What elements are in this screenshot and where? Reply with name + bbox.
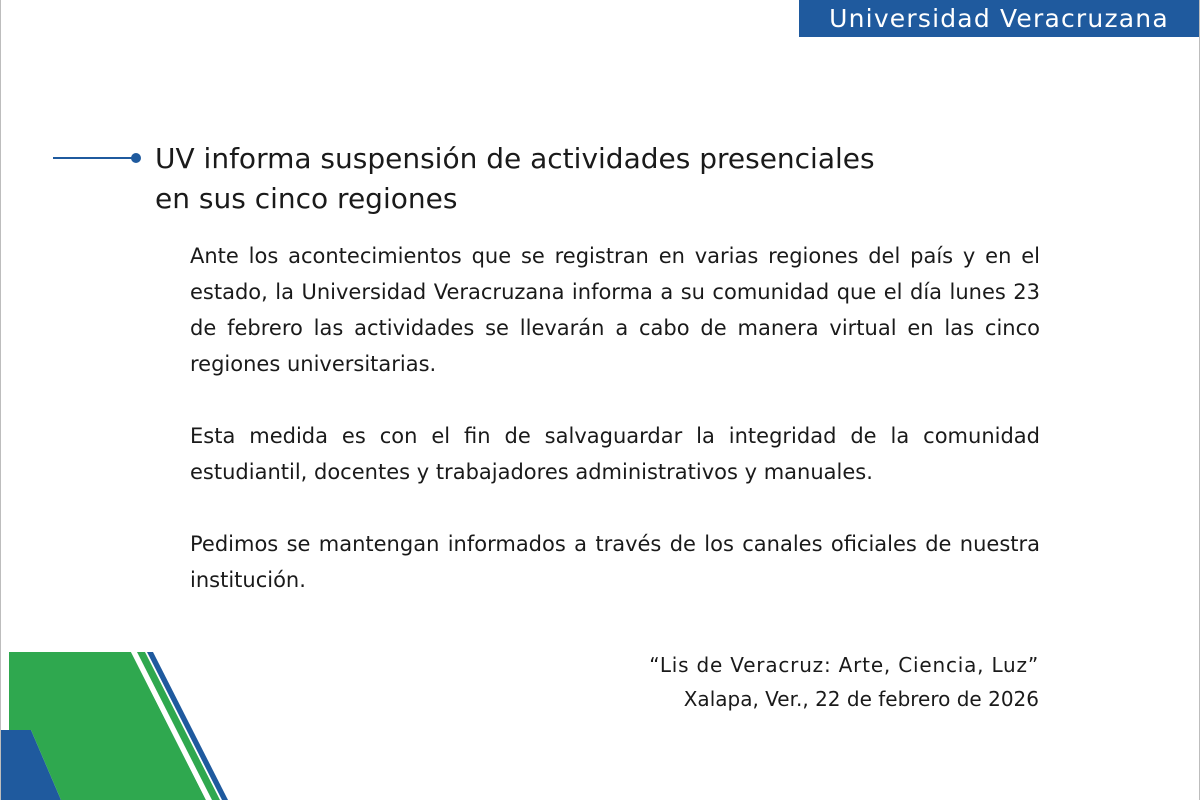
brand-name: Universidad Veracruzana [829,4,1169,33]
title-line-1: UV informa suspensión de actividades presenciales [155,142,875,175]
announcement-title [155,139,1055,219]
body-paragraph: Ante los acontecimientos que se registran en varias regiones del país y en el estado, la Universidad Veracruzana informa a su comunidad que el día lunes 23 de febrero las actividades se llevarán a cabo de manera virtual en las cinco regiones universitarias. [190,244,1040,376]
title-accent-line [53,157,137,159]
signoff [649,648,1039,716]
brand-header-bar [799,0,1199,37]
title-line-2: en sus cinco regiones [155,182,458,215]
university-motto: “Lis de Veracruz: Arte, Ciencia, Luz” [649,653,1039,677]
announcement-body [190,238,1040,598]
body-paragraph: Pedimos se mantengan informados a través de los canales oficiales de nuestra institución. [190,532,1040,592]
body-paragraph: Esta medida es con el fin de salvaguardar la integridad de la comunidad estudiantil, docentes y trabajadores administrativos y manuales. [190,424,1040,484]
place-and-date: Xalapa, Ver., 22 de febrero de 2026 [683,687,1039,711]
corner-stripes-decoration [1,640,241,800]
title-bullet-dot [131,153,141,163]
